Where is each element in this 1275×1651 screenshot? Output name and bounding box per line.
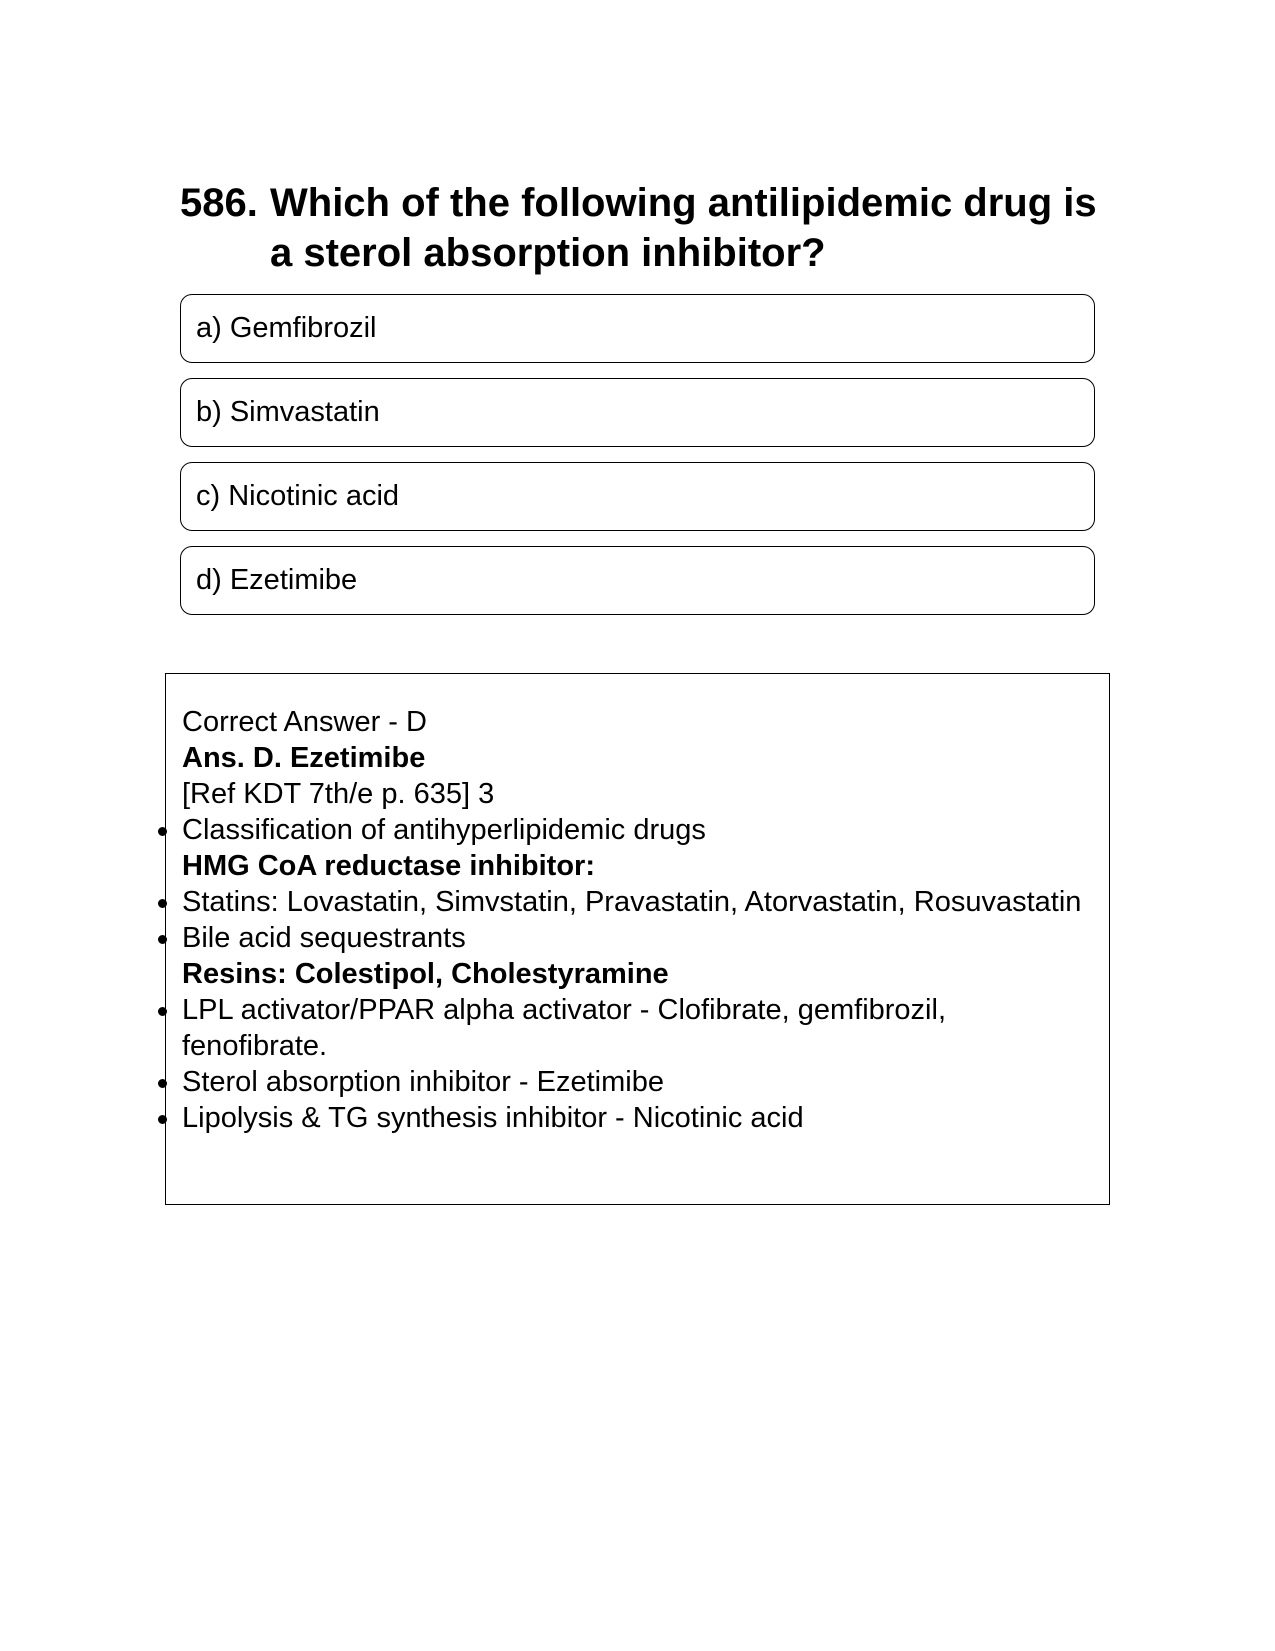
answer-content [182, 704, 1082, 1136]
answer-reference: [Ref KDT 7th/e p. 635] 3 [182, 778, 495, 810]
question-heading [180, 178, 1100, 278]
explanation-bullet-item: Lipolysis & TG synthesis inhibitor - Nicotinic acid [182, 1100, 1082, 1136]
explanation-lines [182, 812, 1082, 1136]
options-list [180, 294, 1095, 630]
explanation-bullet-item: Bile acid sequestrants [182, 920, 1082, 956]
explanation-bullet-item: Sterol absorption inhibitor - Ezetimibe [182, 1064, 1082, 1100]
explanation-bullet-item: Statins: Lovastatin, Simvstatin, Pravastatin, Atorvastatin, Rosuvastatin [182, 886, 1082, 918]
answer-explanation-box [165, 673, 1110, 1205]
question-text: Which of the following antilipidemic drug is a sterol absorption inhibitor? [270, 181, 1097, 275]
question-number: 586. [180, 181, 258, 225]
correct-answer-line: Correct Answer - D [182, 706, 427, 738]
explanation-subheading: Resins: Colestipol, Cholestyramine [182, 958, 669, 990]
option-b[interactable]: b) Simvastatin [180, 378, 1095, 447]
answer-heading: Ans. D. Ezetimibe [182, 742, 426, 774]
explanation-subheading: HMG CoA reductase inhibitor: [182, 850, 595, 882]
option-c[interactable]: c) Nicotinic acid [180, 462, 1095, 531]
explanation-bullet-item: LPL activator/PPAR alpha activator - Clofibrate, gemfibrozil, fenofibrate. [182, 992, 1082, 1064]
option-a[interactable]: a) Gemfibrozil [180, 294, 1095, 363]
explanation-bullet-item: Classification of antihyperlipidemic drugs [182, 812, 1082, 848]
option-d[interactable]: d) Ezetimibe [180, 546, 1095, 615]
